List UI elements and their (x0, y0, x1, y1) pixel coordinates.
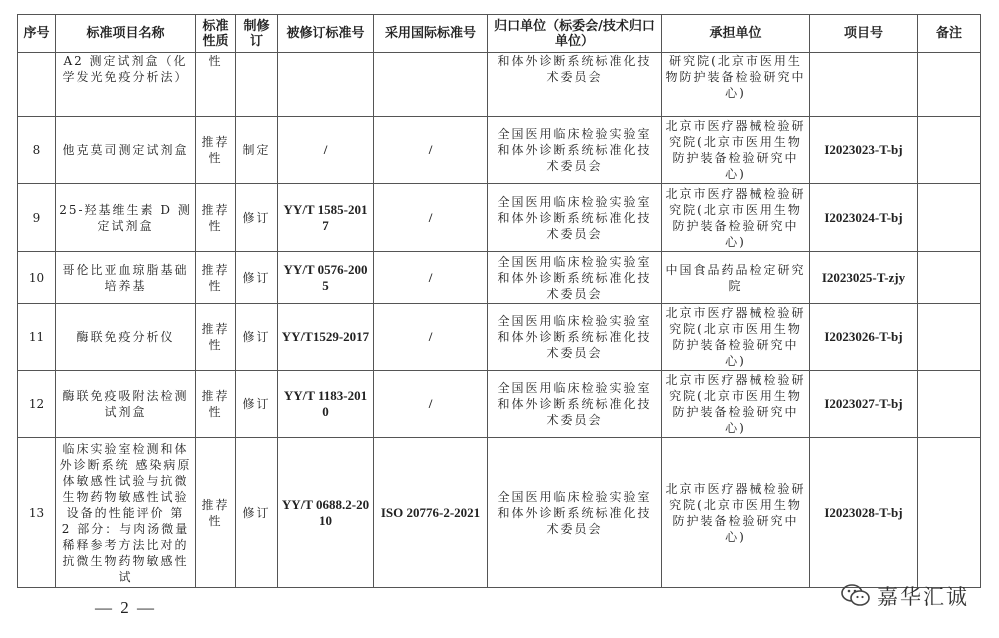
cell-remark (918, 252, 981, 304)
cell-name: 酶联免疫分析仪 (56, 304, 196, 371)
cell-project: I2023023-T-bj (810, 117, 918, 184)
cell-project: I2023024-T-bj (810, 184, 918, 252)
cell-remark (918, 117, 981, 184)
cell-type: 修订 (236, 304, 278, 371)
cell-type: 修订 (236, 371, 278, 438)
header-cell: 采用国际标准号 (374, 15, 488, 53)
table-row (18, 117, 981, 184)
cell-remark (918, 304, 981, 371)
cell-no: 13 (18, 438, 56, 588)
cell-remark (918, 184, 981, 252)
cell-revised: YY/T1529-2017 (278, 304, 374, 371)
cell-committee: 全国医用临床检验实验室和体外诊断系统标准化技术委员会 (488, 438, 662, 588)
cell-intl (374, 53, 488, 117)
header-cell: 标准性质 (196, 15, 236, 53)
table-row (18, 184, 981, 252)
cell-remark (918, 371, 981, 438)
cell-type (236, 53, 278, 117)
header-cell: 项目号 (810, 15, 918, 53)
header-cell: 被修订标准号 (278, 15, 374, 53)
cell-intl: / (374, 371, 488, 438)
cell-undertaker: 北京市医疗器械检验研究院(北京市医用生物防护装备检验研究中心) (662, 371, 810, 438)
cell-type: 制定 (236, 117, 278, 184)
header-cell: 归口单位（标委会/技术归口单位） (488, 15, 662, 53)
brand-watermark (841, 581, 969, 611)
cell-nature: 推荐性 (196, 117, 236, 184)
cell-type: 修订 (236, 252, 278, 304)
cell-revised (278, 53, 374, 117)
cell-committee: 全国医用临床检验实验室和体外诊断系统标准化技术委员会 (488, 117, 662, 184)
standards-table (17, 14, 981, 588)
cell-type: 修订 (236, 184, 278, 252)
cell-type: 修订 (236, 438, 278, 588)
header-cell: 备注 (918, 15, 981, 53)
cell-revised: YY/T 0576-2005 (278, 252, 374, 304)
cell-project: I2023025-T-zjy (810, 252, 918, 304)
cell-no: 10 (18, 252, 56, 304)
cell-nature: 推荐性 (196, 438, 236, 588)
brand-name: 嘉华汇诚 (877, 585, 969, 609)
cell-committee: 全国医用临床检验实验室和体外诊断系统标准化技术委员会 (488, 304, 662, 371)
wechat-icon (841, 583, 871, 609)
header-cell: 制修订 (236, 15, 278, 53)
header-cell: 承担单位 (662, 15, 810, 53)
cell-intl: / (374, 184, 488, 252)
cell-project: I2023028-T-bj (810, 438, 918, 588)
table-row (18, 371, 981, 438)
header-cell: 序号 (18, 15, 56, 53)
cell-undertaker: 北京市医疗器械检验研究院(北京市医用生物防护装备检验研究中心) (662, 117, 810, 184)
cell-nature: 性 (196, 53, 236, 117)
cell-no: 8 (18, 117, 56, 184)
cell-undertaker: 中国食品药品检定研究院 (662, 252, 810, 304)
cell-name: 酶联免疫吸附法检测试剂盒 (56, 371, 196, 438)
table-row (18, 304, 981, 371)
page-number: — 2 — (95, 598, 156, 617)
cell-undertaker: 北京市医疗器械检验研究院(北京市医用生物防护装备检验研究中心) (662, 304, 810, 371)
cell-name: 临床实验室检测和体外诊断系统 感染病原体敏感性试验与抗微生物药物敏感性试验设备的性能评价 第 2 部分：与肉汤微量稀释参考方法比对的抗微生物药物敏感性试 (56, 438, 196, 588)
table-row (18, 438, 981, 588)
cell-no (18, 53, 56, 117)
cell-revised: YY/T 1585-2017 (278, 184, 374, 252)
cell-remark (918, 438, 981, 588)
cell-no: 9 (18, 184, 56, 252)
cell-name: A2 测定试剂盒（化学发光免疫分析法） (56, 53, 196, 117)
cell-name: 他克莫司测定试剂盒 (56, 117, 196, 184)
cell-name: 哥伦比亚血琼脂基础培养基 (56, 252, 196, 304)
cell-committee: 和体外诊断系统标准化技术委员会 (488, 53, 662, 117)
header-cell: 标准项目名称 (56, 15, 196, 53)
cell-no: 11 (18, 304, 56, 371)
cell-project (810, 53, 918, 117)
cell-nature: 推荐性 (196, 304, 236, 371)
cell-intl: / (374, 304, 488, 371)
cell-undertaker: 北京市医疗器械检验研究院(北京市医用生物防护装备检验研究中心) (662, 184, 810, 252)
cell-no: 12 (18, 371, 56, 438)
cell-committee: 全国医用临床检验实验室和体外诊断系统标准化技术委员会 (488, 252, 662, 304)
cell-intl: / (374, 117, 488, 184)
cell-revised: / (278, 117, 374, 184)
cell-remark (918, 53, 981, 117)
cell-nature: 推荐性 (196, 184, 236, 252)
table-row (18, 252, 981, 304)
cell-committee: 全国医用临床检验实验室和体外诊断系统标准化技术委员会 (488, 184, 662, 252)
cell-undertaker: 北京市医疗器械检验研究院(北京市医用生物防护装备检验研究中心) (662, 438, 810, 588)
cell-revised: YY/T 1183-2010 (278, 371, 374, 438)
cell-intl: / (374, 252, 488, 304)
cell-nature: 推荐性 (196, 252, 236, 304)
table-row (18, 53, 981, 117)
cell-undertaker: 研究院(北京市医用生物防护装备检验研究中心) (662, 53, 810, 117)
cell-name: 25-羟基维生素 D 测定试剂盒 (56, 184, 196, 252)
cell-project: I2023027-T-bj (810, 371, 918, 438)
cell-intl: ISO 20776-2-2021 (374, 438, 488, 588)
cell-project: I2023026-T-bj (810, 304, 918, 371)
cell-committee: 全国医用临床检验实验室和体外诊断系统标准化技术委员会 (488, 371, 662, 438)
cell-nature: 推荐性 (196, 371, 236, 438)
cell-revised: YY/T 0688.2-2010 (278, 438, 374, 588)
table-header-row (18, 15, 981, 53)
